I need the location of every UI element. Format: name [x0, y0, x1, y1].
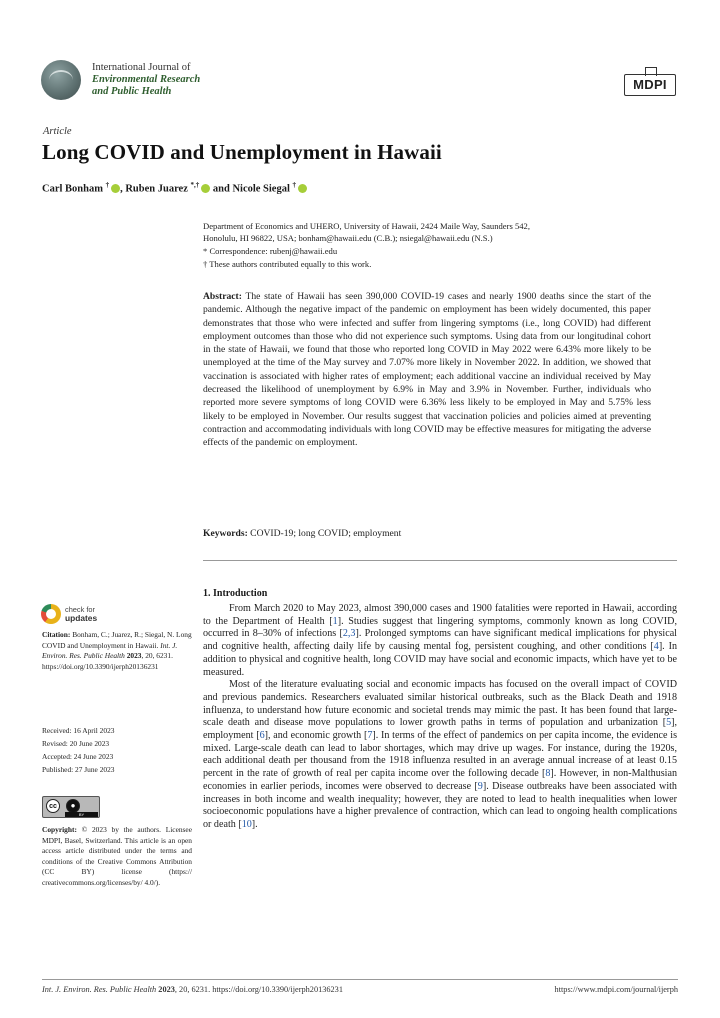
check-updates-icon [41, 604, 61, 624]
citation-label: Citation: [42, 630, 71, 639]
text-run: ]. In addition to physical and cognitive health, long COVID may have social and economic impacts, which have yet to be measured. [203, 641, 677, 678]
check-for-label: check for [65, 605, 95, 614]
copyright-block [42, 825, 192, 889]
author-mark: † [105, 181, 110, 189]
correspondence-line: * Correspondence: rubenj@hawaii.edu [203, 246, 338, 256]
author-separator: and [210, 183, 233, 195]
revised-date: Revised: 20 June 2023 [42, 739, 110, 748]
citation-link[interactable]: 5 [666, 717, 672, 729]
abstract-text: The state of Hawaii has seen 390,000 COVID-19 cases and nearly 1900 deaths since the start of the pandemic. Although the negative impact of the pandemic on employment has been widely documented, this paper demonstrates that those who were infected and suffer from lingering symptoms (i.e., long COVID) had different employment outcomes than those who did not experience such symptoms. Using data from our longitudinal cohort in the state of Hawaii, we found that those who reported long COVID in May 2022 were 6.43% more likely to be unemployed at the time of the May survey and 7.07% more likely in November 2022. In addition, we showed that vaccination is associated with higher rates of employment; each additional vaccine an individual received by May decreased the likelihood of unemployment by 6.9% in May and 3.9% in November. Further, individuals who reported more severe symptoms of long COVID were 6.36% less likely to be employed in May and 5.75% less likely to be employed in November. Our results suggest that vaccination policies and policies aimed at preventing contraction and accommodating individuals with long COVID may be effective measures for mitigating the adverse effects of the pandemic on employment. [203, 291, 651, 449]
affiliation-line: Department of Economics and UHERO, University of Hawaii, 2424 Maile Way, Saunders 542, [203, 221, 530, 231]
footer-journal: Int. J. Environ. Res. Public Health [42, 985, 157, 994]
citation-doi[interactable]: , 20, 6231. https://doi.org/10.3390/ijerph20136231 [42, 651, 173, 671]
attribution-icon: ● [66, 799, 80, 813]
citation-link[interactable]: 9 [477, 780, 483, 792]
citation-text: Bonham, C.; Juarez, R.; Siegal, N. Long COVID and Unemployment in Hawaii. [42, 630, 192, 650]
text-run: ]. Studies suggest that lingering symptoms, commonly known as long COVID, occurred in 8–30% of infections [ [203, 615, 677, 640]
author-name[interactable]: Ruben Juarez [125, 183, 188, 195]
author-name[interactable]: Nicole Siegal [232, 183, 290, 195]
article-type: Article [43, 126, 72, 137]
accepted-date: Accepted: 24 June 2023 [42, 752, 114, 761]
text-run: From March 2020 to May 2023, almost 390,000 cases and 1900 fatalities were reported in Hawaii, according to the Department of Health [ [203, 603, 677, 627]
text-run: ]. In terms of the effect of pandemics on per capita income, the evidence is mixed. Large-scale death can lead to labor shortages, which may drive up wages. For instance, during the 1920s, each additional death per thousand from the 1918 influenza resulted in an average annual increase of at least 0.15 percent in the rate of growth of real per capita income over the following decade [ [203, 730, 678, 780]
citation-link[interactable]: 1 [332, 615, 338, 627]
orcid-icon[interactable] [298, 184, 307, 193]
text-run: ]. However, in non-Malthusian economies in earlier periods, incomes were observed to decrease [ [203, 768, 677, 792]
text-run: ]. Prolonged symptoms can have significant medical implications for physical and cognitive health, affecting daily life by causing mental fog, persistent coughing, and other conditions [ [203, 628, 677, 653]
text-run: Most of the literature evaluating social and economic impacts has focused on the overall impact of COVID and previous pandemics. Researchers evaluated similar historical outbreaks, such as the Black Death and 1918 influenza, to understand how future economic and societal trends may mimic the past. It has been found that large-scale death and disease move populations to lower growth paths in terms of population and urbanization [ [203, 679, 677, 729]
section-heading: 1. Introduction [203, 588, 268, 599]
by-label: BY [65, 812, 98, 817]
affiliation-line: Honolulu, HI 96822, USA; bonham@hawaii.edu (C.B.); nsiegal@hawaii.edu (N.S.) [203, 233, 493, 243]
author-mark: *,† [190, 181, 200, 189]
author-separator: , [120, 183, 126, 195]
divider [203, 560, 677, 561]
orcid-icon[interactable] [201, 184, 210, 193]
keywords [203, 528, 401, 539]
footer-citation [42, 985, 343, 994]
citation-link[interactable]: 10 [241, 818, 252, 830]
cc-by-license-badge[interactable] [42, 796, 100, 818]
footer-divider [42, 979, 678, 980]
published-date: Published: 27 June 2023 [42, 765, 115, 774]
author-list [42, 181, 307, 195]
copyright-text: © 2023 by the authors. Licensee MDPI, Basel, Switzerland. This article is an open access article distributed under the terms and conditions of the Creative Commons Attribution (CC BY) license (https:// creativecommons.org/licenses/by/ 4.0/). [42, 825, 192, 887]
paragraph [203, 603, 677, 679]
citation-link[interactable]: 6 [259, 730, 265, 742]
paragraph [203, 679, 677, 831]
citation-link[interactable]: 7 [367, 730, 373, 742]
citation-link[interactable]: 4 [653, 641, 659, 653]
citation-block [42, 630, 192, 672]
equal-contribution-note: † These authors contributed equally to this work. [203, 259, 372, 269]
page-title: Long COVID and Unemployment in Hawaii [42, 140, 442, 164]
received-date: Received: 16 April 2023 [42, 726, 115, 735]
keywords-label: Keywords: [203, 528, 248, 539]
footer-doi[interactable]: , 20, 6231. https://doi.org/10.3390/ijerph20136231 [174, 985, 343, 994]
citation-year: 2023 [124, 651, 142, 661]
mdpi-logo[interactable]: MDPI [624, 74, 676, 96]
journal-name-line1: International Journal of [92, 62, 191, 73]
footer-journal-url[interactable]: https://www.mdpi.com/journal/ijerph [554, 985, 678, 994]
orcid-icon[interactable] [111, 184, 120, 193]
abstract-label: Abstract: [203, 291, 242, 302]
abstract [203, 290, 651, 450]
cc-icon: cc [46, 799, 60, 813]
updates-label: updates [65, 613, 98, 623]
citation-journal: Int. J. Environ. Res. Public Health [42, 640, 178, 661]
author-mark: † [292, 181, 297, 189]
journal-name-line2: Environmental Research [92, 74, 201, 85]
journal-name [92, 62, 200, 98]
author-name[interactable]: Carl Bonham [42, 183, 103, 195]
text-run: ]. Disease outbreaks have been associated with increases in both income and wealth inequality; however, they are noted to lead to health inequalities when lower socioeconomic populations have a higher prevalence of contraction, which can lead to ongoing health complications or death [ [203, 780, 677, 830]
journal-logo-icon [41, 60, 81, 100]
text-run: ], and economic growth [ [264, 730, 368, 742]
text-run: ]. [251, 818, 258, 830]
citation-link[interactable]: 2,3 [342, 628, 356, 640]
citation-link[interactable]: 8 [545, 768, 551, 780]
copyright-label: Copyright: [42, 825, 77, 834]
journal-name-line3: and Public Health [92, 86, 172, 97]
footer-year: 2023 [156, 985, 175, 994]
text-run: ], employment [ [203, 717, 677, 742]
introduction-body [203, 603, 677, 832]
keywords-text: COVID-19; long COVID; employment [247, 528, 402, 539]
